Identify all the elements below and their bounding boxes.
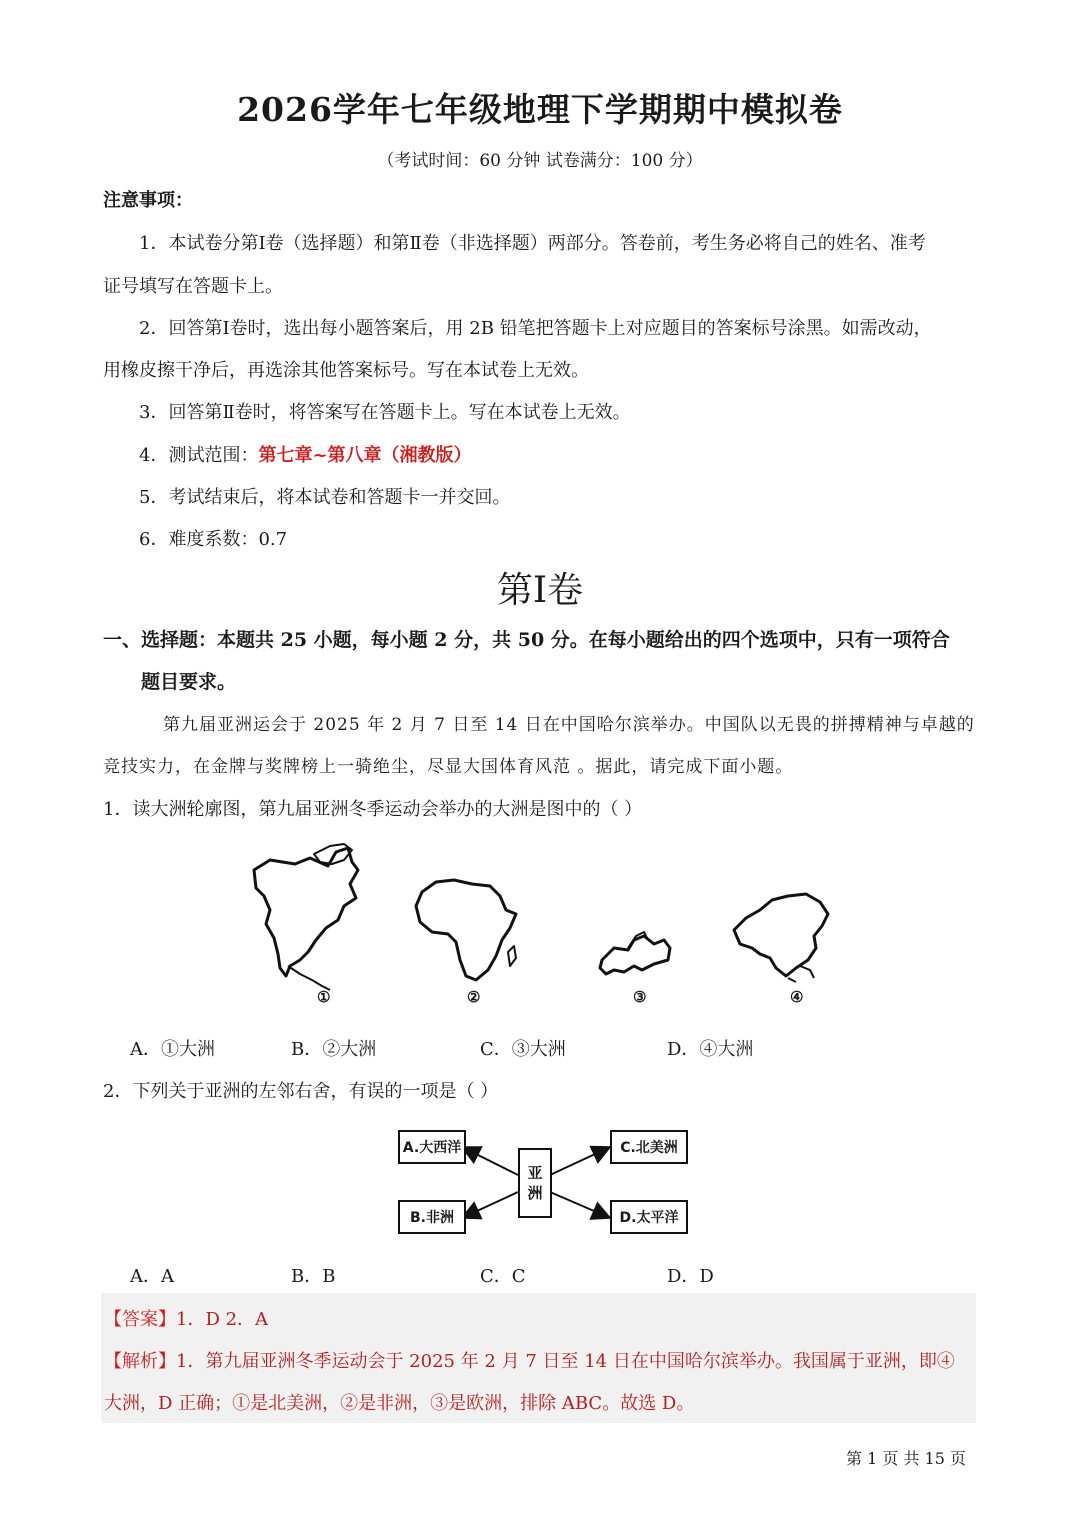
q1-option-b[interactable]: B．②大洲 xyxy=(291,1039,377,1060)
note-1-line-2: 证号填写在答题卡上。 xyxy=(103,276,283,297)
test-range: 第七章~第八章（湘教版） xyxy=(258,445,472,466)
box-asia xyxy=(518,1148,552,1218)
asia-char-1: 亚 xyxy=(527,1164,543,1182)
arrow-to-north-america xyxy=(550,1148,608,1175)
analysis-line-1 xyxy=(104,1347,955,1373)
question-1-stem: 1．读大洲轮廓图，第九届亚洲冬季运动会举办的大洲是图中的（ ） xyxy=(103,799,643,820)
analysis-label: 【解析】 xyxy=(104,1351,176,1372)
passage-line-1: 第九届亚洲运会于 2025 年 2 月 7 日至 14 日在中国哈尔滨举办。中国队以无畏的拼搏精神与卓越的 xyxy=(163,715,975,735)
note-3: 3．回答第Ⅱ卷时，将答案写在答题卡上。写在本试卷上无效。 xyxy=(139,402,631,423)
asia-char-2: 洲 xyxy=(527,1184,543,1202)
page-title: 2026学年七年级地理下学期期中模拟卷 xyxy=(237,90,843,129)
question-2-stem: 2．下列关于亚洲的左邻右舍，有误的一项是（ ） xyxy=(103,1081,499,1102)
analysis-text-1: 1．第九届亚洲冬季运动会于 2025 年 2 月 7 日至 14 日在中国哈尔滨举办。我国属于亚洲，即④ xyxy=(176,1351,955,1372)
note-5: 5．考试结束后，将本试卷和答题卡一并交回。 xyxy=(139,487,511,508)
answer-text: 1．D 2．A xyxy=(176,1309,269,1330)
page-number: 第 1 页 共 15 页 xyxy=(846,1449,966,1468)
box-africa: B.非洲 xyxy=(398,1200,466,1234)
note-1-line-1: 1．本试卷分第Ⅰ卷（选择题）和第Ⅱ卷（非选择题）两部分。答卷前，考生务必将自己的姓名、准考 xyxy=(139,233,926,254)
note-4-prefix: 4．测试范围： xyxy=(139,445,259,466)
box-north-america: C.北美洲 xyxy=(610,1130,688,1164)
arrow-to-atlantic xyxy=(464,1148,518,1175)
q1-option-a[interactable]: A．①大洲 xyxy=(130,1039,215,1060)
exam-info: （考试时间：60 分钟 试卷满分：100 分） xyxy=(377,151,703,171)
map-label-4: ④ xyxy=(790,988,804,1006)
note-2-line-1: 2．回答第Ⅰ卷时，选出每小题答案后，用 2B 铅笔把答题卡上对应题目的答案标号涂黑。如需改动， xyxy=(139,318,932,339)
notes-heading: 注意事项： xyxy=(103,190,193,211)
passage-line-2: 竞技实力，在金牌与奖牌榜上一骑绝尘，尽显大国体育风范 。据此，请完成下面小题。 xyxy=(103,757,794,777)
answer-label: 【答案】 xyxy=(104,1309,176,1330)
q1-option-d[interactable]: D．④大洲 xyxy=(667,1039,754,1060)
answer-line xyxy=(104,1305,268,1331)
map-label-2: ② xyxy=(467,988,481,1006)
question-heading-line-1: 一、选择题：本题共 25 小题，每小题 2 分，共 50 分。在每小题给出的四个选项中，只有一项符合 xyxy=(103,629,950,651)
map-label-3: ③ xyxy=(633,988,647,1006)
note-6: 6．难度系数：0.7 xyxy=(139,529,288,550)
box-pacific: D.太平洋 xyxy=(610,1200,688,1234)
q2-option-d[interactable]: D．D xyxy=(667,1266,714,1287)
q1-option-c[interactable]: C．③大洲 xyxy=(480,1039,566,1060)
q2-option-c[interactable]: C．C xyxy=(480,1266,526,1287)
map-label-1: ① xyxy=(317,988,331,1006)
section-title: 第Ⅰ卷 xyxy=(496,570,584,611)
question-heading-line-2: 题目要求。 xyxy=(141,671,237,693)
arrow-to-pacific xyxy=(550,1192,608,1217)
analysis-line-2: 大洲，D 正确；①是北美洲，②是非洲，③是欧洲，排除 ABC。故选 D。 xyxy=(104,1393,695,1414)
arrow-to-africa xyxy=(464,1192,518,1217)
note-2-line-2: 用橡皮擦干净后，再选涂其他答案标号。写在本试卷上无效。 xyxy=(103,360,589,381)
q2-option-b[interactable]: B．B xyxy=(291,1266,336,1287)
box-atlantic: A.大西洋 xyxy=(398,1130,466,1164)
q2-option-a[interactable]: A．A xyxy=(130,1266,174,1287)
